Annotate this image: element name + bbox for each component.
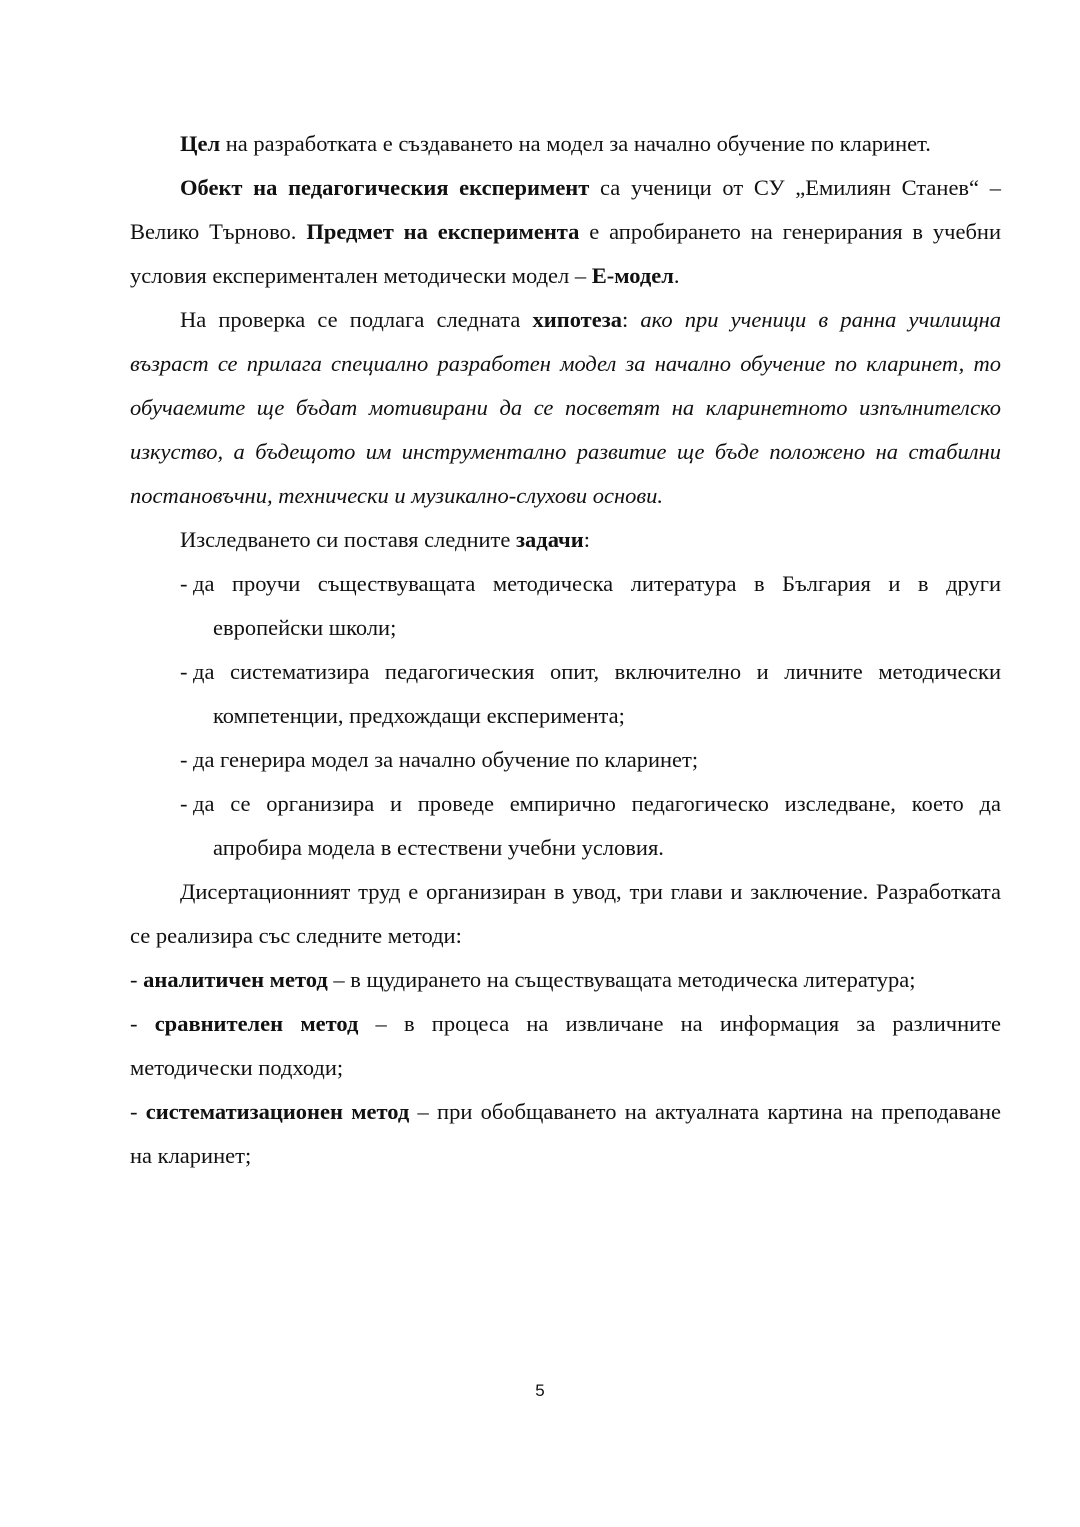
- hypothesis-text: ако при ученици в ранна училищна възраст се прилага специално разработен модел за начално обучение по кларинет, то обучаемите ще бъдат мотивирани да се посветят на кларинетното изпълнителско изкуство, а бъдещото им инструментално развитие ще бъде положено на стабилни постановъчни, технически и музикално-слухови основи.: [130, 307, 1001, 508]
- tasks-label: задачи: [516, 527, 584, 552]
- subject-label: Предмет на експеримента: [306, 219, 580, 244]
- tasks-intro-paragraph: [130, 518, 1001, 562]
- method-text: – в процеса на извличане на информация за различните методически подходи;: [130, 1011, 1002, 1080]
- goal-label: Цел: [180, 131, 221, 156]
- task-dash: -: [180, 571, 188, 596]
- method-label: систематизационен метод: [145, 1099, 410, 1124]
- hypothesis-label: хипотеза: [532, 307, 622, 332]
- goal-text: на разработката е създаването на модел за начално обучение по кларинет.: [220, 131, 931, 156]
- task-dash: -: [180, 659, 188, 684]
- task-text: да генерира модел за начално обучение по кларинет;: [193, 747, 699, 772]
- method-item: [130, 958, 1001, 1002]
- structure-paragraph: Дисертационният труд е организиран в увод, три глави и заключение. Разработката се реализира със следните методи:: [130, 879, 1001, 948]
- method-text: – в щудирането на съществуващата методическа литература;: [327, 967, 916, 992]
- object-end: .: [673, 263, 680, 288]
- tasks-intro: Изследването си поставя следните: [180, 527, 517, 552]
- page-body: [130, 122, 1001, 1178]
- method-text: – при обобщаването на актуалната картина на преподаване на кларинет;: [130, 1099, 1001, 1168]
- task-item: [180, 738, 1001, 782]
- method-item: [130, 1090, 1001, 1178]
- task-dash: -: [180, 747, 188, 772]
- method-label: сравнителен метод: [154, 1011, 359, 1036]
- object-paragraph: [130, 166, 1001, 298]
- task-item: [180, 562, 1001, 650]
- object-text-1: са ученици от СУ „Емилиян Станев“ – Велико Търново.: [130, 175, 1001, 244]
- task-item: [180, 650, 1001, 738]
- goal-paragraph: [130, 122, 1001, 166]
- method-label: аналитичен метод: [143, 967, 328, 992]
- method-item: [130, 1002, 1001, 1090]
- method-dash: -: [130, 1011, 155, 1036]
- tasks-colon: :: [583, 527, 590, 552]
- task-text: да систематизира педагогическия опит, включително и личните методически компетенции, предхождащи експеримента;: [193, 659, 1001, 728]
- task-dash: -: [180, 791, 188, 816]
- method-dash: -: [130, 967, 144, 992]
- object-label: Обект на педагогическия експеримент: [180, 175, 590, 200]
- task-text: да проучи съществуващата методическа литература в България и в други европейски школи;: [193, 571, 1001, 640]
- task-item: [180, 782, 1001, 870]
- page-number: 5: [535, 1381, 545, 1400]
- method-dash: -: [130, 1099, 146, 1124]
- task-text: да се организира и проведе емпирично педагогическо изследване, което да апробира модела в естествени учебни условия.: [193, 791, 1001, 860]
- hypothesis-colon: :: [622, 307, 641, 332]
- object-text-2: е апробирането на генерирания в учебни условия експериментален методически модел –: [130, 219, 1001, 288]
- hypothesis-paragraph: [130, 298, 1001, 518]
- hypothesis-intro: На проверка се подлага следната: [180, 307, 533, 332]
- model-label: Е-модел: [591, 263, 674, 288]
